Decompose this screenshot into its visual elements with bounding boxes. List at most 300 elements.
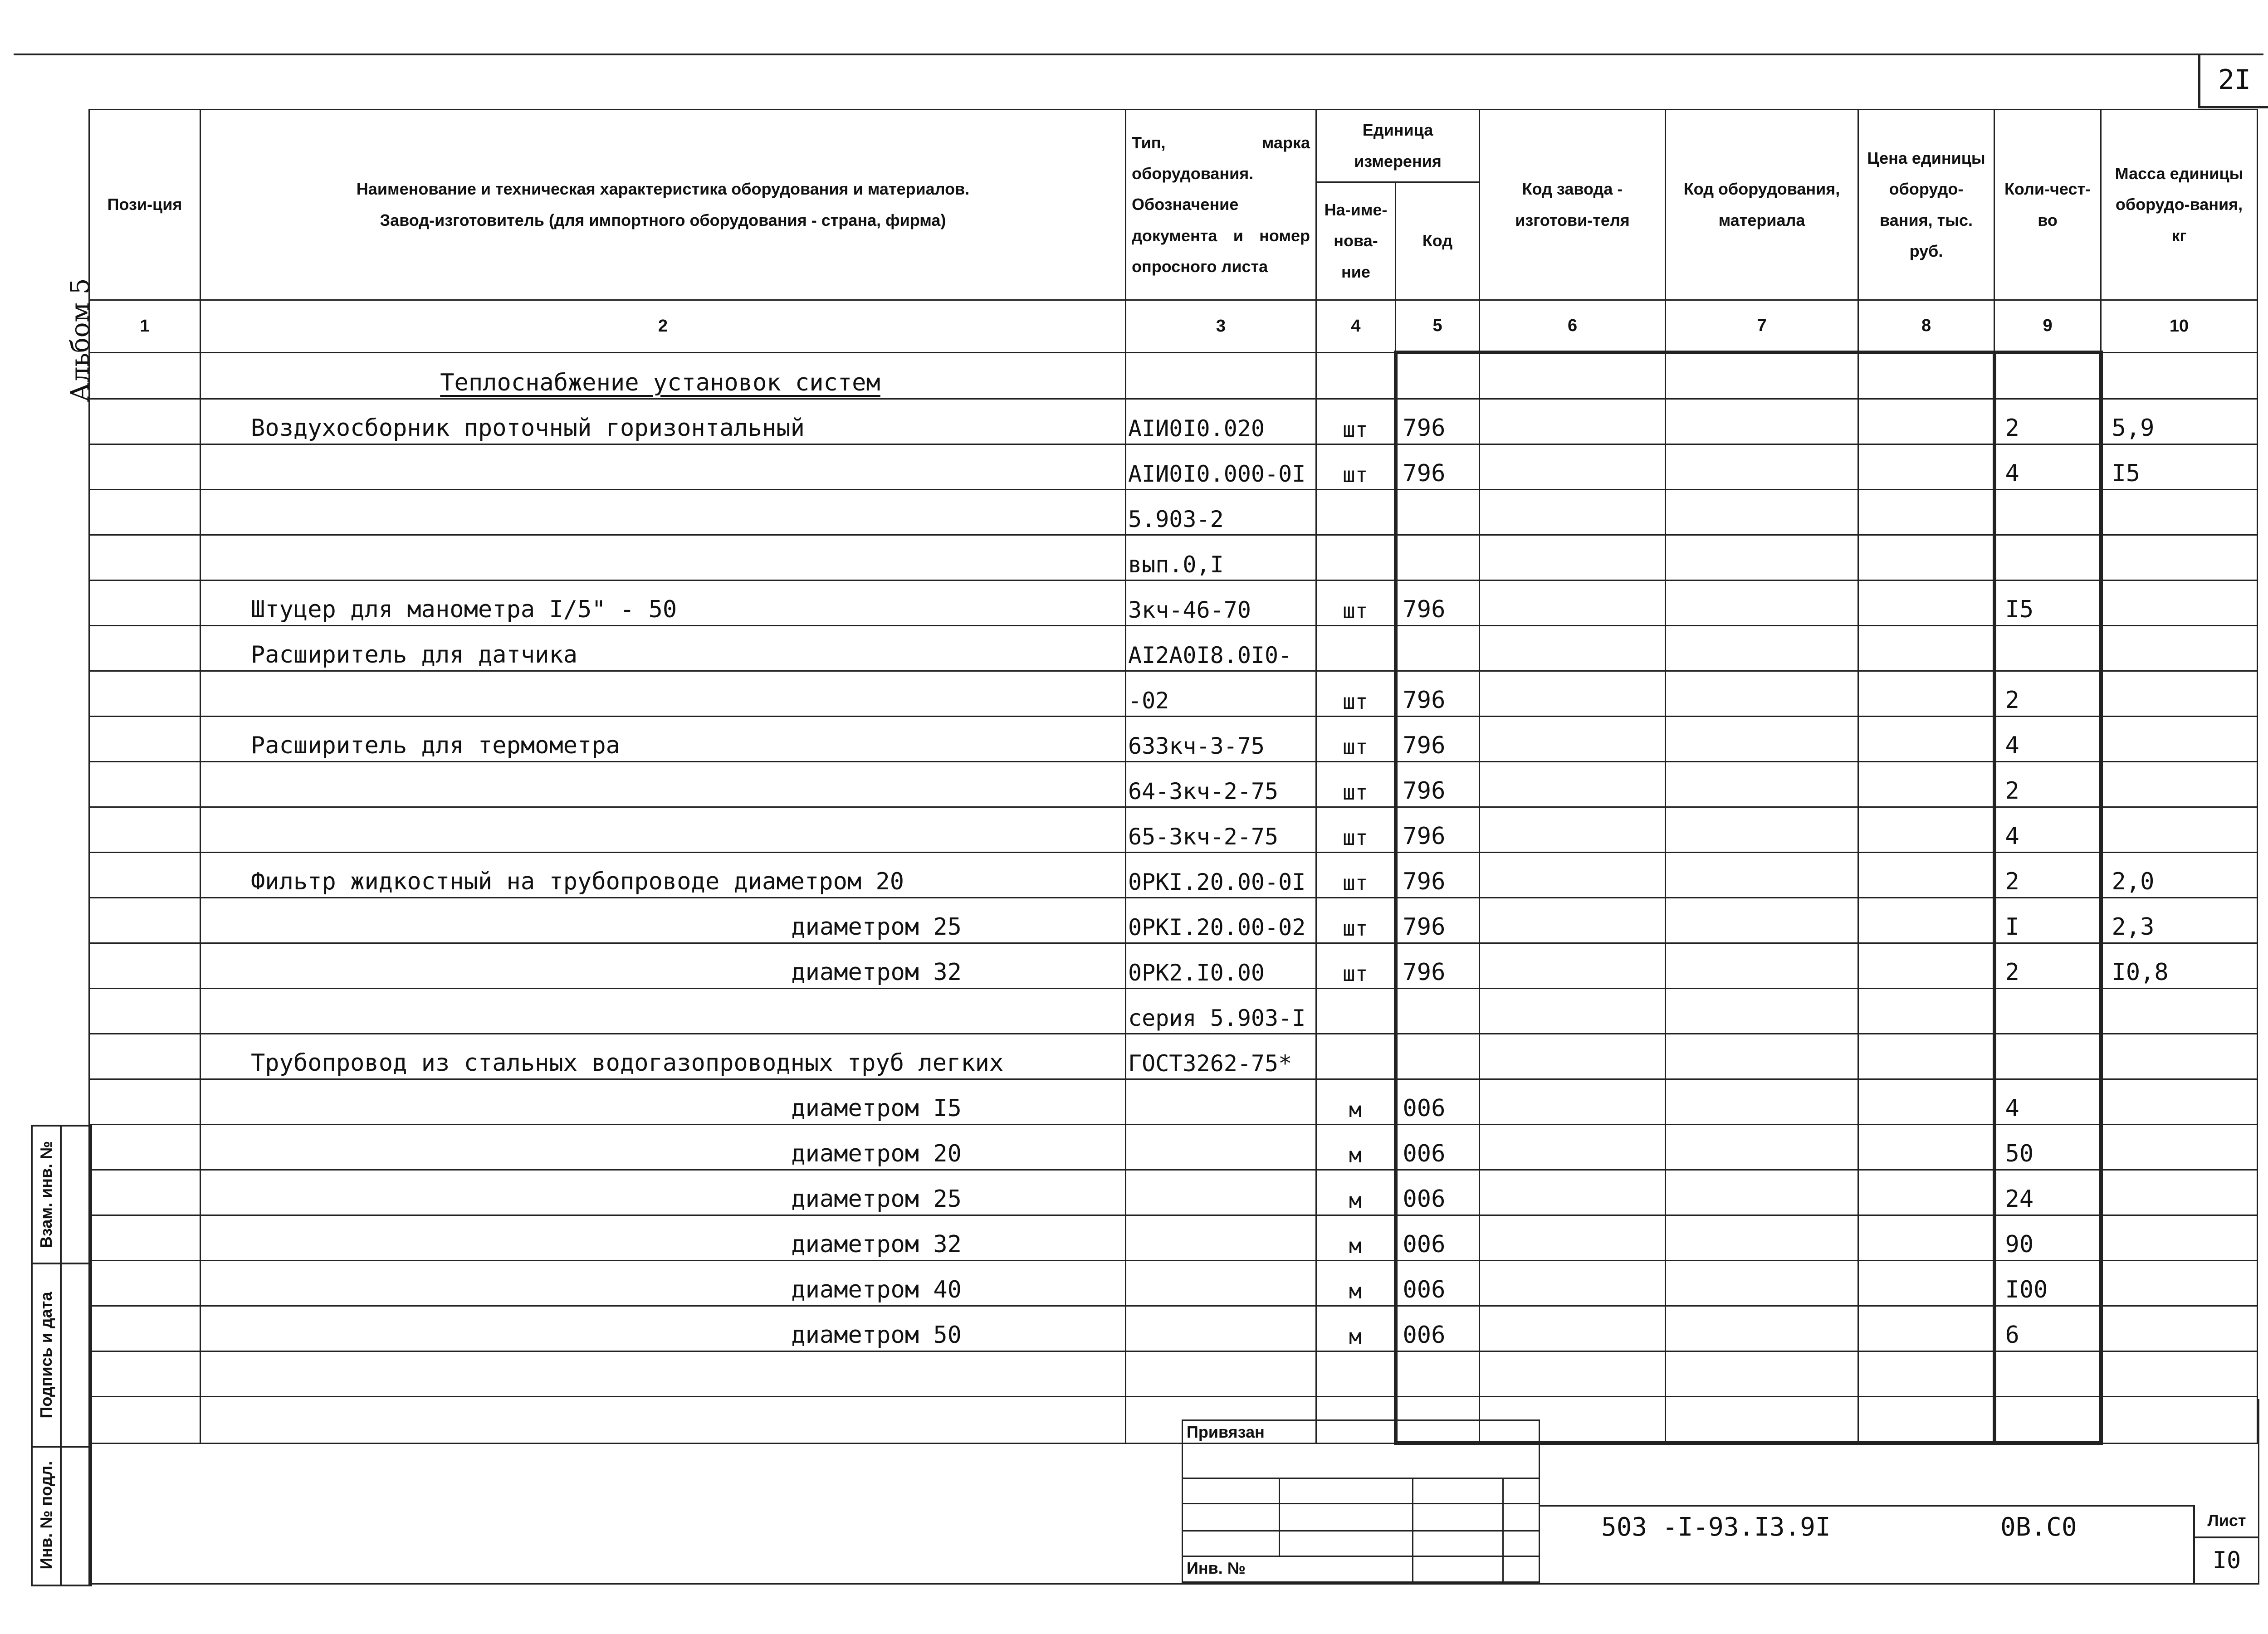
cell-name [200, 490, 1126, 535]
cell-unit: шт [1316, 671, 1396, 717]
cell-qty: 6 [1994, 1306, 2101, 1351]
cell-unit: м [1316, 1261, 1396, 1306]
table-row [89, 1351, 2258, 1397]
cell-code [1396, 535, 1480, 580]
cell-type: -02 [1126, 671, 1316, 717]
cell-qty: 90 [1994, 1215, 2101, 1261]
cell-unit: шт [1316, 853, 1396, 898]
cell-unit [1316, 490, 1396, 535]
cell-empty [1666, 580, 1858, 626]
column-number: 7 [1666, 300, 1858, 353]
margin-cell-vzam [33, 1127, 90, 1264]
sheet-label: Лист [2195, 1505, 2258, 1538]
cell-type: 633кч-3-75 [1126, 717, 1316, 762]
cell-qty [1994, 1034, 2101, 1079]
cell-type: вып.0,I [1126, 535, 1316, 580]
cell-qty: 4 [1994, 444, 2101, 490]
cell-type: АIИ0I0.020 [1126, 399, 1316, 444]
cell-empty [89, 1215, 200, 1261]
cell-type [1126, 1079, 1316, 1125]
cell-empty [1858, 1215, 1994, 1261]
margin-vzam-label: Взам. инв. № [37, 1141, 55, 1249]
cell-mass: I5 [2101, 444, 2258, 490]
column-number: 1 [89, 300, 200, 353]
cell-type [1126, 1125, 1316, 1170]
cell-unit [1316, 626, 1396, 671]
cell-name: диаметром 25 [200, 898, 1126, 943]
cell-empty [1666, 671, 1858, 717]
cell-empty [1666, 807, 1858, 853]
cell-mass [2101, 1079, 2258, 1125]
cell-empty [1480, 1306, 1666, 1351]
cell-empty [1480, 1034, 1666, 1079]
cell-empty [1666, 535, 1858, 580]
cell-unit [1316, 1034, 1396, 1079]
cell-code: 006 [1396, 1261, 1480, 1306]
cell-empty [1666, 444, 1858, 490]
margin-cell-podpis [33, 1264, 90, 1448]
cell-empty [89, 352, 200, 399]
header-position: Пози-ция [89, 110, 200, 300]
cell-mass [2101, 807, 2258, 853]
table-row [89, 626, 2258, 671]
cell-code: 006 [1396, 1079, 1480, 1125]
stamp-cell [1280, 1504, 1413, 1531]
cell-unit: шт [1316, 717, 1396, 762]
cell-mass [2101, 535, 2258, 580]
stamp-cell [1413, 1531, 1503, 1556]
cell-code: 796 [1396, 444, 1480, 490]
cell-code [1396, 626, 1480, 671]
cell-unit: м [1316, 1215, 1396, 1261]
cell-unit: м [1316, 1170, 1396, 1215]
cell-qty: 4 [1994, 807, 2101, 853]
cell-empty [1480, 1261, 1666, 1306]
cell-name [200, 1351, 1126, 1397]
cell-name: Трубопровод из стальных водогазопроводных труб легких [200, 1034, 1126, 1079]
cell-mass [2101, 989, 2258, 1034]
cell-name: диаметром I5 [200, 1079, 1126, 1125]
cell-qty: 4 [1994, 717, 2101, 762]
cell-unit: шт [1316, 580, 1396, 626]
cell-name [200, 807, 1126, 853]
cell-mass [2101, 580, 2258, 626]
cell-empty [89, 989, 200, 1034]
table-row [89, 535, 2258, 580]
cell-code: 006 [1396, 1215, 1480, 1261]
cell-mass: 5,9 [2101, 399, 2258, 444]
table-row [89, 1125, 2258, 1170]
cell-code: 796 [1396, 399, 1480, 444]
cell-empty [89, 1351, 200, 1397]
cell-empty [1858, 853, 1994, 898]
binding-stamp [1182, 1419, 1540, 1583]
cell-empty [1858, 807, 1994, 853]
header-factory-code: Код завода - изготови-теля [1480, 110, 1666, 300]
cell-qty [1994, 989, 2101, 1034]
sheet-box [2193, 1505, 2258, 1583]
column-number: 5 [1396, 300, 1480, 353]
stamp-cell [1503, 1556, 1540, 1582]
cell-unit [1316, 1351, 1396, 1397]
header-equipment-code: Код оборудования, материала [1666, 110, 1858, 300]
cell-empty [1480, 626, 1666, 671]
cell-empty [1858, 490, 1994, 535]
cell-type: 3кч-46-70 [1126, 580, 1316, 626]
cell-empty [1666, 943, 1858, 989]
cell-empty [1858, 535, 1994, 580]
column-number: 2 [200, 300, 1126, 353]
cell-qty: 2 [1994, 943, 2101, 989]
cell-mass [2101, 1351, 2258, 1397]
cell-empty [1480, 807, 1666, 853]
stamp-cell [1280, 1478, 1413, 1504]
cell-qty: I5 [1994, 580, 2101, 626]
cell-empty [1666, 989, 1858, 1034]
table-row [89, 1261, 2258, 1306]
cell-qty [1994, 1351, 2101, 1397]
cell-code: 796 [1396, 898, 1480, 943]
cell-mass: 2,0 [2101, 853, 2258, 898]
cell-code: 006 [1396, 1306, 1480, 1351]
cell-empty [1858, 1034, 1994, 1079]
cell-qty [1994, 490, 2101, 535]
cell-qty: 4 [1994, 1079, 2101, 1125]
cell-qty: 24 [1994, 1170, 2101, 1215]
cell-empty [1480, 1215, 1666, 1261]
cell-empty [1666, 1034, 1858, 1079]
header-unit-price: Цена единицы оборудо-вания, тыс. руб. [1858, 110, 1994, 300]
cell-empty [89, 490, 200, 535]
cell-empty [89, 580, 200, 626]
cell-empty [1666, 898, 1858, 943]
column-number: 9 [1994, 300, 2101, 353]
table-row [89, 1306, 2258, 1351]
stamp-cell [1413, 1556, 1503, 1582]
header-unit-code: Код [1396, 182, 1480, 300]
cell-empty [1858, 1351, 1994, 1397]
cell-name: Воздухосборник проточный горизонтальный [200, 399, 1126, 444]
cell-qty [1994, 626, 2101, 671]
cell-empty [89, 1261, 200, 1306]
specification-table [88, 109, 2258, 1445]
stamp-cell [1183, 1478, 1280, 1504]
cell-empty [1858, 626, 1994, 671]
header-name-line1: Наименование и техническая характеристика оборудования и материалов. [356, 180, 970, 199]
cell-name [200, 535, 1126, 580]
cell-empty [1666, 490, 1858, 535]
cell-mass [2101, 1306, 2258, 1351]
table-row [89, 762, 2258, 807]
cell-qty: I [1994, 898, 2101, 943]
cell-empty [1480, 399, 1666, 444]
cell-type: АIИ0I0.000-0I [1126, 444, 1316, 490]
stamp-cell [1413, 1478, 1503, 1504]
margin-stamp [31, 1125, 92, 1586]
cell-empty [1858, 898, 1994, 943]
cell-qty: 50 [1994, 1125, 2101, 1170]
top-rule [14, 54, 2263, 55]
table-row [89, 1170, 2258, 1215]
stamp-cell [1503, 1478, 1540, 1504]
cell-empty [1858, 717, 1994, 762]
cell-code: 796 [1396, 580, 1480, 626]
cell-code [1396, 1351, 1480, 1397]
cell-empty [1858, 1125, 1994, 1170]
cell-mass [2101, 626, 2258, 671]
table-row [89, 1215, 2258, 1261]
table-row [89, 898, 2258, 943]
column-number: 4 [1316, 300, 1396, 353]
margin-inv-podl-label: Инв. № подл. [37, 1461, 55, 1570]
cell-type: АI2А0I8.0I0- [1126, 626, 1316, 671]
cell-empty [1858, 352, 1994, 399]
cell-name: Расширитель для датчика [200, 626, 1126, 671]
cell-empty [89, 853, 200, 898]
cell-empty [89, 1306, 200, 1351]
sheet-value: I0 [2212, 1547, 2241, 1574]
cell-empty [1480, 1351, 1666, 1397]
cell-empty [1666, 853, 1858, 898]
cell-mass [2101, 1170, 2258, 1215]
cell-empty [89, 535, 200, 580]
cell-empty [1480, 671, 1666, 717]
cell-name [200, 444, 1126, 490]
cell-empty [1666, 1261, 1858, 1306]
cell-empty [89, 717, 200, 762]
cell-name: Фильтр жидкостный на трубопроводе диаметром 20 [200, 853, 1126, 898]
table-row [89, 989, 2258, 1034]
specification-body [89, 352, 2258, 1443]
cell-empty [89, 1125, 200, 1170]
cell-unit [1316, 535, 1396, 580]
cell-empty [1480, 352, 1666, 399]
sheet-number: 2I [2198, 54, 2268, 108]
cell-unit: шт [1316, 399, 1396, 444]
cell-mass [2101, 490, 2258, 535]
cell-unit: шт [1316, 943, 1396, 989]
cell-mass [2101, 717, 2258, 762]
cell-type [1126, 1351, 1316, 1397]
column-number: 8 [1858, 300, 1994, 353]
cell-unit [1316, 352, 1396, 399]
cell-empty [1666, 1079, 1858, 1125]
cell-empty [1480, 535, 1666, 580]
cell-empty [1480, 580, 1666, 626]
bottom-frame [88, 1399, 2259, 1585]
cell-code [1396, 490, 1480, 535]
cell-empty [1666, 1306, 1858, 1351]
cell-empty [1666, 352, 1858, 399]
header-type: Тип, марка оборудования. Обозначение документа и номер опросного листа [1126, 110, 1316, 300]
table-row [89, 853, 2258, 898]
cell-empty [1480, 989, 1666, 1034]
column-number: 3 [1126, 300, 1316, 353]
cell-empty [1480, 943, 1666, 989]
cell-unit: м [1316, 1079, 1396, 1125]
cell-empty [1480, 1079, 1666, 1125]
header-name [200, 110, 1126, 300]
cell-empty [1480, 1170, 1666, 1215]
document-number: 503 -I-93.I3.9I [1601, 1512, 1831, 1542]
stamp-cell [1183, 1504, 1280, 1531]
cell-mass: 2,3 [2101, 898, 2258, 943]
cell-type: 5.903-2 [1126, 490, 1316, 535]
document-code: 0В.С0 [2000, 1512, 2077, 1542]
cell-name: диаметром 25 [200, 1170, 1126, 1215]
cell-code: 796 [1396, 943, 1480, 989]
stamp-privyazan: Привязан [1183, 1420, 1540, 1478]
title-block-rule [1540, 1505, 2193, 1507]
cell-mass: I0,8 [2101, 943, 2258, 989]
cell-empty [89, 762, 200, 807]
table-row [89, 1079, 2258, 1125]
table-row [89, 352, 2258, 399]
stamp-cell [1280, 1531, 1413, 1556]
cell-qty: I00 [1994, 1261, 2101, 1306]
table-row [89, 580, 2258, 626]
header-unit-group: Единица измерения [1316, 110, 1480, 182]
cell-unit: шт [1316, 898, 1396, 943]
cell-name [200, 989, 1126, 1034]
cell-empty [1858, 580, 1994, 626]
cell-name: диаметром 32 [200, 1215, 1126, 1261]
table-row [89, 444, 2258, 490]
table-row [89, 1034, 2258, 1079]
cell-code: 006 [1396, 1170, 1480, 1215]
table-row [89, 399, 2258, 444]
cell-code: 796 [1396, 762, 1480, 807]
cell-empty [1480, 762, 1666, 807]
cell-empty [1858, 671, 1994, 717]
album-label-text: Альбом 5 [65, 278, 95, 402]
cell-mass [2101, 1034, 2258, 1079]
header-unit-name: На-име-нова-ние [1316, 182, 1396, 300]
cell-empty [89, 807, 200, 853]
cell-unit: шт [1316, 444, 1396, 490]
cell-mass [2101, 1215, 2258, 1261]
margin-cell-inv-podl [33, 1448, 90, 1583]
stamp-cell [1413, 1504, 1503, 1531]
cell-empty [89, 444, 200, 490]
table-row [89, 807, 2258, 853]
cell-empty [1858, 989, 1994, 1034]
cell-empty [89, 399, 200, 444]
cell-empty [1480, 853, 1666, 898]
stamp-cell [1503, 1504, 1540, 1531]
cell-code: 796 [1396, 671, 1480, 717]
cell-empty [1858, 1261, 1994, 1306]
cell-qty [1994, 352, 2101, 399]
cell-type: 65-3кч-2-75 [1126, 807, 1316, 853]
cell-type: 0РК2.I0.00 [1126, 943, 1316, 989]
cell-empty [1858, 399, 1994, 444]
cell-name [200, 762, 1126, 807]
cell-unit [1316, 989, 1396, 1034]
cell-empty [89, 1079, 200, 1125]
cell-empty [1666, 1170, 1858, 1215]
cell-code [1396, 352, 1480, 399]
cell-empty [89, 898, 200, 943]
cell-qty: 2 [1994, 399, 2101, 444]
margin-podpis-label: Подпись и дата [37, 1292, 55, 1419]
cell-unit: шт [1316, 762, 1396, 807]
cell-empty [1480, 444, 1666, 490]
cell-name: диаметром 32 [200, 943, 1126, 989]
cell-mass [2101, 352, 2258, 399]
cell-empty [1858, 943, 1994, 989]
cell-code: 796 [1396, 717, 1480, 762]
cell-empty [1666, 1351, 1858, 1397]
cell-mass [2101, 671, 2258, 717]
cell-qty: 2 [1994, 853, 2101, 898]
header-quantity: Коли-чест-во [1994, 110, 2101, 300]
cell-name [200, 671, 1126, 717]
cell-code [1396, 1034, 1480, 1079]
cell-code: 006 [1396, 1125, 1480, 1170]
cell-unit: м [1316, 1306, 1396, 1351]
cell-empty [89, 1034, 200, 1079]
cell-empty [1858, 1306, 1994, 1351]
cell-empty [1666, 717, 1858, 762]
cell-empty [89, 943, 200, 989]
cell-empty [1480, 490, 1666, 535]
header-unit-mass: Масса единицы оборудо-вания, кг [2101, 110, 2258, 300]
cell-empty [89, 626, 200, 671]
table-row [89, 671, 2258, 717]
cell-qty [1994, 535, 2101, 580]
cell-code: 796 [1396, 807, 1480, 853]
cell-empty [1858, 1079, 1994, 1125]
cell-type: 0РКI.20.00-0I [1126, 853, 1316, 898]
stamp-inv-no: Инв. № [1183, 1556, 1413, 1582]
table-row [89, 717, 2258, 762]
cell-type [1126, 1170, 1316, 1215]
cell-name: Расширитель для термометра [200, 717, 1126, 762]
cell-empty [1666, 762, 1858, 807]
cell-type [1126, 1215, 1316, 1261]
cell-type: ГОСТ3262-75* [1126, 1034, 1316, 1079]
cell-empty [1666, 1215, 1858, 1261]
column-number: 10 [2101, 300, 2258, 353]
cell-empty [1858, 762, 1994, 807]
cell-empty [1858, 444, 1994, 490]
cell-mass [2101, 1261, 2258, 1306]
cell-empty [89, 1170, 200, 1215]
cell-unit: шт [1316, 807, 1396, 853]
cell-code: 796 [1396, 853, 1480, 898]
cell-type: серия 5.903-I [1126, 989, 1316, 1034]
cell-type [1126, 1261, 1316, 1306]
header-name-line2: Завод-изготовитель (для импортного оборудования - страна, фирма) [380, 210, 946, 229]
cell-name: диаметром 40 [200, 1261, 1126, 1306]
cell-mass [2101, 1125, 2258, 1170]
cell-empty [1480, 1125, 1666, 1170]
cell-empty [1480, 898, 1666, 943]
cell-type [1126, 352, 1316, 399]
cell-qty: 2 [1994, 671, 2101, 717]
cell-name: диаметром 20 [200, 1125, 1126, 1170]
cell-name: Штуцер для манометра I/5" - 50 [200, 580, 1126, 626]
cell-name: Теплоснабжение установок систем [200, 352, 1126, 399]
cell-code [1396, 989, 1480, 1034]
cell-empty [1480, 717, 1666, 762]
cell-name: диаметром 50 [200, 1306, 1126, 1351]
cell-mass [2101, 762, 2258, 807]
table-row [89, 943, 2258, 989]
table-row [89, 490, 2258, 535]
cell-empty [1858, 1170, 1994, 1215]
